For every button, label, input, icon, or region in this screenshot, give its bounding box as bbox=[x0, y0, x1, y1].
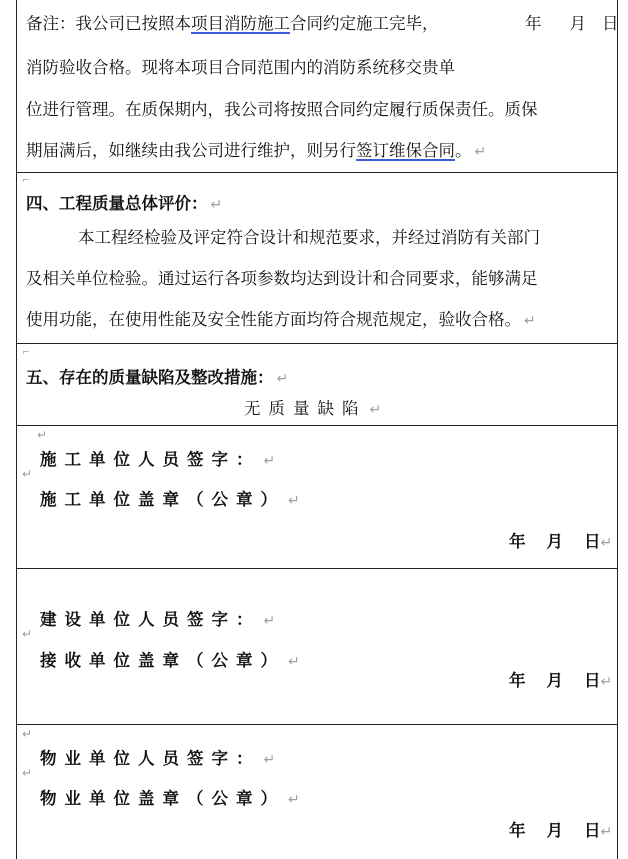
property-date bbox=[509, 817, 612, 841]
remarks-text: 备注：我公司已按照本 bbox=[26, 14, 191, 33]
construction-personnel-signature bbox=[40, 446, 275, 470]
sign-maintenance-contract-link[interactable]: 签订维保合同 bbox=[356, 141, 455, 160]
date-month: 月 bbox=[546, 532, 563, 551]
seal-label: 物业单位盖章（公章） bbox=[40, 789, 285, 808]
paragraph-mark-icon: ↵ bbox=[22, 627, 33, 641]
paragraph-mark-icon: ↵ bbox=[210, 197, 223, 213]
property-personnel-signature bbox=[40, 745, 275, 769]
defects-content bbox=[244, 395, 381, 419]
builder-date bbox=[509, 667, 612, 691]
construction-seal bbox=[40, 486, 300, 510]
paragraph-mark-icon: ↵ bbox=[22, 467, 33, 481]
remarks-date bbox=[525, 10, 619, 34]
date-year: 年 bbox=[525, 14, 542, 33]
seal-label: 接收单位盖章（公章） bbox=[40, 651, 285, 670]
signature-label: 物业单位人员签字： bbox=[40, 749, 261, 768]
date-year: 年 bbox=[509, 671, 526, 690]
paragraph-mark-icon: ↵ bbox=[263, 752, 276, 768]
paragraph-mark-icon: ↵ bbox=[37, 428, 48, 442]
paragraph-mark-icon: ↵ bbox=[600, 535, 613, 551]
paragraph-mark-icon: ⌐ bbox=[22, 176, 30, 186]
paragraph-mark-icon: ↵ bbox=[263, 613, 276, 629]
paragraph-mark-icon: ↵ bbox=[524, 313, 536, 329]
seal-label: 施工单位盖章（公章） bbox=[40, 490, 285, 509]
row-divider bbox=[16, 172, 618, 173]
remarks-text: 期届满后，如继续由我公司进行维护，则另行 bbox=[26, 141, 356, 160]
paragraph-mark-icon: ↵ bbox=[288, 654, 300, 670]
paragraph-mark-icon: ↵ bbox=[600, 824, 613, 840]
date-day: 日 bbox=[584, 671, 601, 690]
remarks-line-4 bbox=[26, 137, 486, 161]
defects-heading-text: 五、存在的质量缺陷及整改措施： bbox=[26, 368, 274, 387]
date-month: 月 bbox=[569, 14, 586, 33]
paragraph-mark-icon: ↵ bbox=[276, 371, 289, 387]
quality-heading-text: 四、工程质量总体评价： bbox=[26, 194, 208, 213]
row-divider bbox=[16, 568, 618, 569]
row-divider bbox=[16, 343, 618, 344]
paragraph-mark-icon: ↵ bbox=[288, 792, 300, 808]
paragraph-mark-icon: ↵ bbox=[369, 402, 382, 418]
receiver-seal bbox=[40, 647, 300, 671]
quality-line-1: 本工程经检验及评定符合设计和规范要求，并经过消防有关部门 bbox=[78, 228, 540, 247]
quality-heading bbox=[26, 190, 222, 214]
quality-line-2: 及相关单位检验。通过运行各项参数均达到设计和合同要求，能够满足 bbox=[26, 269, 538, 288]
property-seal bbox=[40, 785, 300, 809]
date-day: 日 bbox=[602, 14, 619, 33]
date-day: 日 bbox=[584, 532, 601, 551]
quality-text: 使用功能，在使用性能及安全性能方面均符合规范规定，验收合格。 bbox=[26, 310, 521, 329]
remarks-text: 。 bbox=[455, 141, 472, 160]
construction-date bbox=[509, 528, 612, 552]
paragraph-mark-icon: ↵ bbox=[474, 144, 487, 160]
quality-line-3 bbox=[26, 306, 536, 330]
remarks-line-3: 位进行管理。在质保期内，我公司将按照合同约定履行质保责任。质保 bbox=[26, 100, 538, 119]
signature-label: 施工单位人员签字： bbox=[40, 450, 261, 469]
table-left-border bbox=[16, 0, 17, 859]
project-fire-construction-link[interactable]: 项目消防施工 bbox=[191, 14, 290, 33]
date-day: 日 bbox=[584, 821, 601, 840]
builder-personnel-signature bbox=[40, 606, 275, 630]
row-divider bbox=[16, 724, 618, 725]
remarks-text: 合同约定施工完毕， bbox=[290, 14, 439, 33]
paragraph-mark-icon: ↵ bbox=[263, 453, 276, 469]
signature-label: 建设单位人员签字： bbox=[40, 610, 261, 629]
table-right-border bbox=[617, 0, 618, 859]
row-divider bbox=[16, 425, 618, 426]
paragraph-mark-icon: ↵ bbox=[22, 727, 33, 741]
paragraph-mark-icon: ↵ bbox=[600, 674, 613, 690]
paragraph-mark-icon: ↵ bbox=[288, 493, 300, 509]
defects-heading bbox=[26, 364, 288, 388]
date-year: 年 bbox=[509, 532, 526, 551]
date-year: 年 bbox=[509, 821, 526, 840]
defects-content-text: 无质量缺陷 bbox=[244, 399, 367, 418]
paragraph-mark-icon: ⌐ bbox=[22, 348, 30, 358]
remarks-line-2: 消防验收合格。现将本项目合同范围内的消防系统移交贵单 bbox=[26, 58, 455, 77]
date-month: 月 bbox=[546, 671, 563, 690]
paragraph-mark-icon: ↵ bbox=[22, 766, 33, 780]
remarks-line-1 bbox=[26, 10, 439, 34]
date-month: 月 bbox=[546, 821, 563, 840]
